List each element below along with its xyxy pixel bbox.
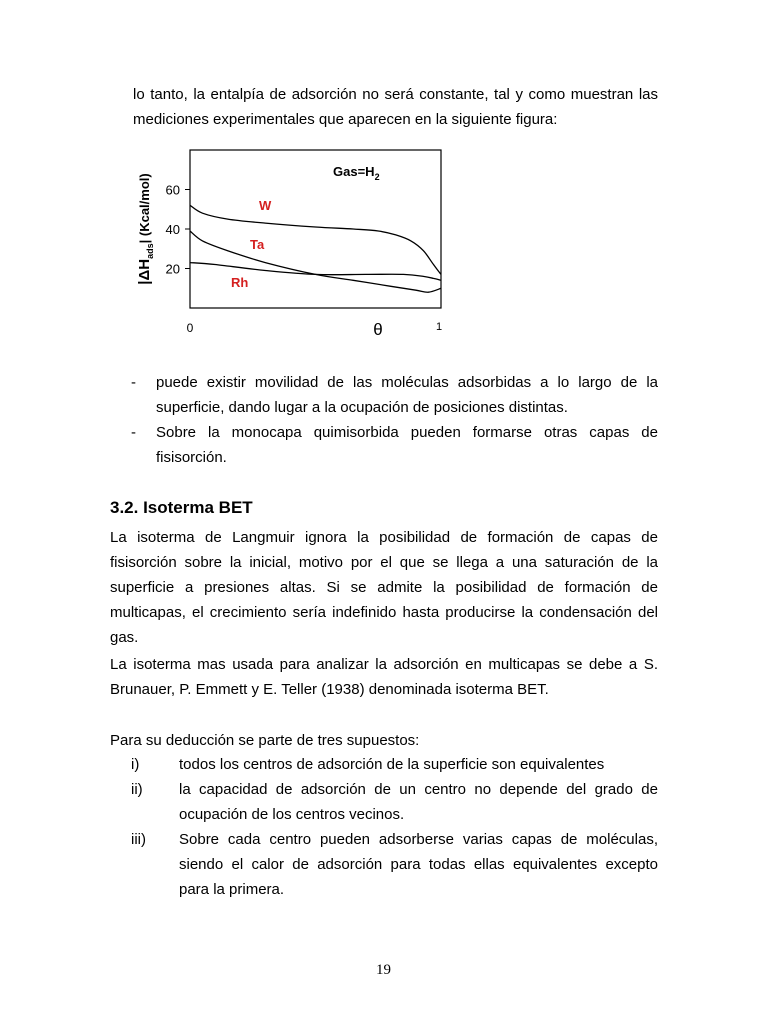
bullet-2-marker: - (131, 424, 136, 441)
section-heading: 3.2. Isoterma BET (110, 498, 253, 517)
para1-line-3: superficie a presiones altas. Si se admite la posibilidad de formación de (110, 579, 658, 596)
bullet-1-marker: - (131, 374, 136, 391)
assumption-2-line-2: ocupación de los centros vecinos. (179, 806, 405, 823)
chart-title-sub: 2 (374, 172, 380, 182)
bullet-1-line-2: superficie, dando lugar a la ocupación de posiciones distintas. (156, 399, 568, 416)
series-label-rh: Rh (231, 275, 249, 290)
para1-line-1: La isoterma de Langmuir ignora la posibilidad de formación de capas de (110, 529, 658, 546)
assumption-3-marker: iii) (131, 831, 146, 848)
adsorption-enthalpy-chart (125, 140, 455, 350)
assumption-3-line-3: para la primera. (179, 881, 285, 898)
plot-border (190, 150, 441, 308)
intro-line-2: mediciones experimentales que aparecen en la siguiente figura: (133, 111, 558, 128)
series-label-ta: Ta (250, 237, 265, 252)
assumption-1-line-1: todos los centros de adsorción de la superficie son equivalentes (179, 756, 605, 773)
para2-line-1: La isoterma mas usada para analizar la adsorción en multicapas se debe a S. (110, 656, 658, 673)
bullet-1-line-1: puede existir movilidad de las moléculas adsorbidas a lo largo de la (156, 374, 658, 391)
y-axis-label (136, 173, 155, 284)
intro-line-1: lo tanto, la entalpía de adsorción no será constante, tal y como muestran las (133, 86, 658, 103)
page-number: 19 (376, 962, 391, 978)
bullet-2-line-2: fisisorción. (156, 449, 227, 466)
para1-line-5: gas. (110, 629, 139, 646)
assumption-2-marker: ii) (131, 781, 143, 798)
x-axis-label: θ (373, 320, 383, 339)
y-tick-label: 20 (165, 261, 180, 277)
y-tick-label: 40 (165, 222, 180, 237)
assumption-3-line-1: Sobre cada centro pueden adsorberse varias capas de moléculas, (179, 831, 658, 848)
y-axis-label-main: |ΔH (136, 258, 153, 285)
assumption-3-line-2: siendo el calor de adsorción para todas ellas equivalentes excepto (179, 856, 658, 873)
assumption-2-line-1: la capacidad de adsorción de un centro no depende del grado de (179, 781, 658, 798)
series-line-ta (190, 231, 441, 292)
bullet-2-line-1: Sobre la monocapa quimisorbida pueden formarse otras capas de (156, 424, 658, 441)
para1-line-4: multicapas, el crecimiento sería indefinido hasta producirse la condensación del (110, 604, 658, 621)
x-tick-label: 0 (186, 321, 194, 335)
series-label-w: W (259, 198, 272, 213)
para2-line-2: Brunauer, P. Emmett y E. Teller (1938) denominada isoterma BET. (110, 681, 549, 698)
para3: Para su deducción se parte de tres supuestos: (110, 732, 420, 749)
series-line-w (190, 205, 441, 274)
plot-frame (190, 150, 441, 308)
chart-title (333, 164, 380, 182)
y-tick-label: 60 (165, 182, 180, 198)
assumption-1-marker: i) (131, 756, 140, 773)
para1-line-2: fisisorción sobre la inicial, motivo por el que se llega a una saturación de la (110, 554, 658, 571)
y-axis-label-sub: ads (145, 243, 155, 259)
x-tick-label: 1 (435, 321, 443, 333)
series-line-rh (190, 263, 441, 281)
y-axis-label-units: | (Kcal/mol) (137, 173, 152, 244)
chart-title-main: Gas=H (333, 164, 375, 179)
